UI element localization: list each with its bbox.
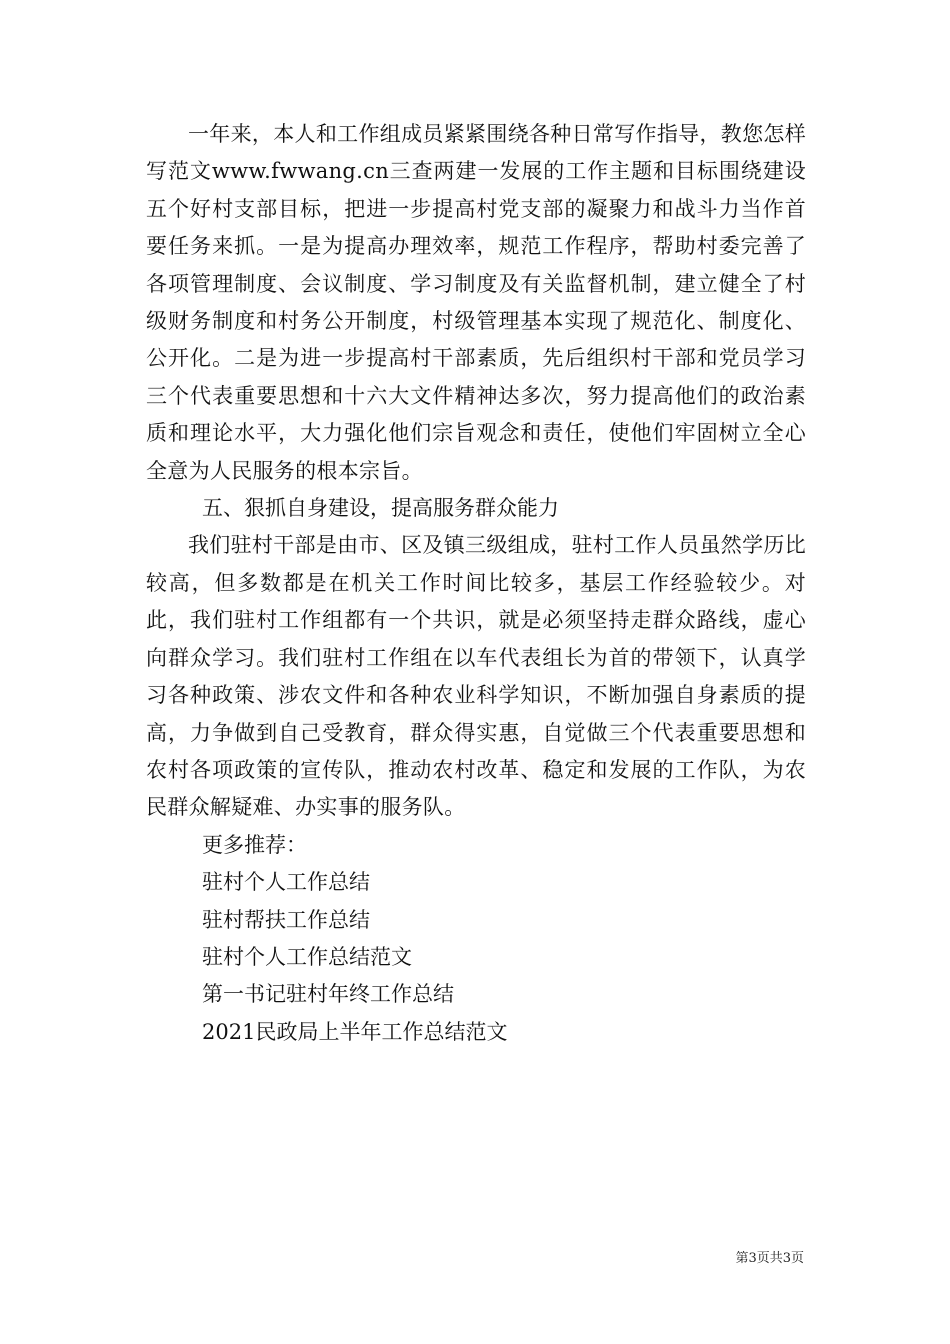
section-heading: 五、狠抓自身建设，提高服务群众能力	[202, 496, 559, 521]
recommendation-list	[146, 864, 806, 1051]
section-paragraph: 我们驻村干部是由市、区及镇三级组成，驻村工作人员虽然学历比较高，但多数都是在机关工作时间比较多，基层工作经验较少。对此，我们驻村工作组都有一个共识，就是必须坚持走群众路线，虚心向群众学习。我们驻村工作组在以车代表组长为首的带领下，认真学习各种政策、涉农文件和各种农业科学知识，不断加强自身素质的提高，力争做到自己受教育，群众得实惠，自觉做三个代表重要思想和农村各项政策的宣传队，推动农村改革、稳定和发展的工作队，为农民群众解疑难、办实事的服务队。	[146, 533, 806, 820]
more-recommendations-label: 更多推荐：	[202, 832, 307, 857]
recommendation-link[interactable]: 2021民政局上半年工作总结范文	[202, 1019, 508, 1044]
recommendation-link[interactable]: 驻村个人工作总结	[202, 870, 370, 895]
body-paragraph: 一年来，本人和工作组成员紧紧围绕各种日常写作指导，教您怎样写范文www.fwwang.cn三查两建一发展的工作主题和目标围绕建设五个好村支部目标，把进一步提高村党支部的凝聚力和战斗力当作首要任务来抓。一是为提高办理效率，规范工作程序，帮助村委完善了各项管理制度、会议制度、学习制度及有关监督机制，建立健全了村级财务制度和村务公开制度，村级管理基本实现了规范化、制度化、公开化。二是为进一步提高村干部素质，先后组织村干部和党员学习三个代表重要思想和十六大文件精神达多次，努力提高他们的政治素质和理论水平，大力强化他们宗旨观念和责任，使他们牢固树立全心全意为人民服务的根本宗旨。	[146, 122, 806, 483]
recommendation-link[interactable]: 第一书记驻村年终工作总结	[202, 982, 454, 1007]
recommendation-link[interactable]: 驻村帮扶工作总结	[202, 907, 370, 932]
recommendation-link[interactable]: 驻村个人工作总结范文	[202, 944, 412, 969]
page-number: 第3页共3页	[735, 1251, 804, 1266]
document-body	[146, 116, 806, 1051]
